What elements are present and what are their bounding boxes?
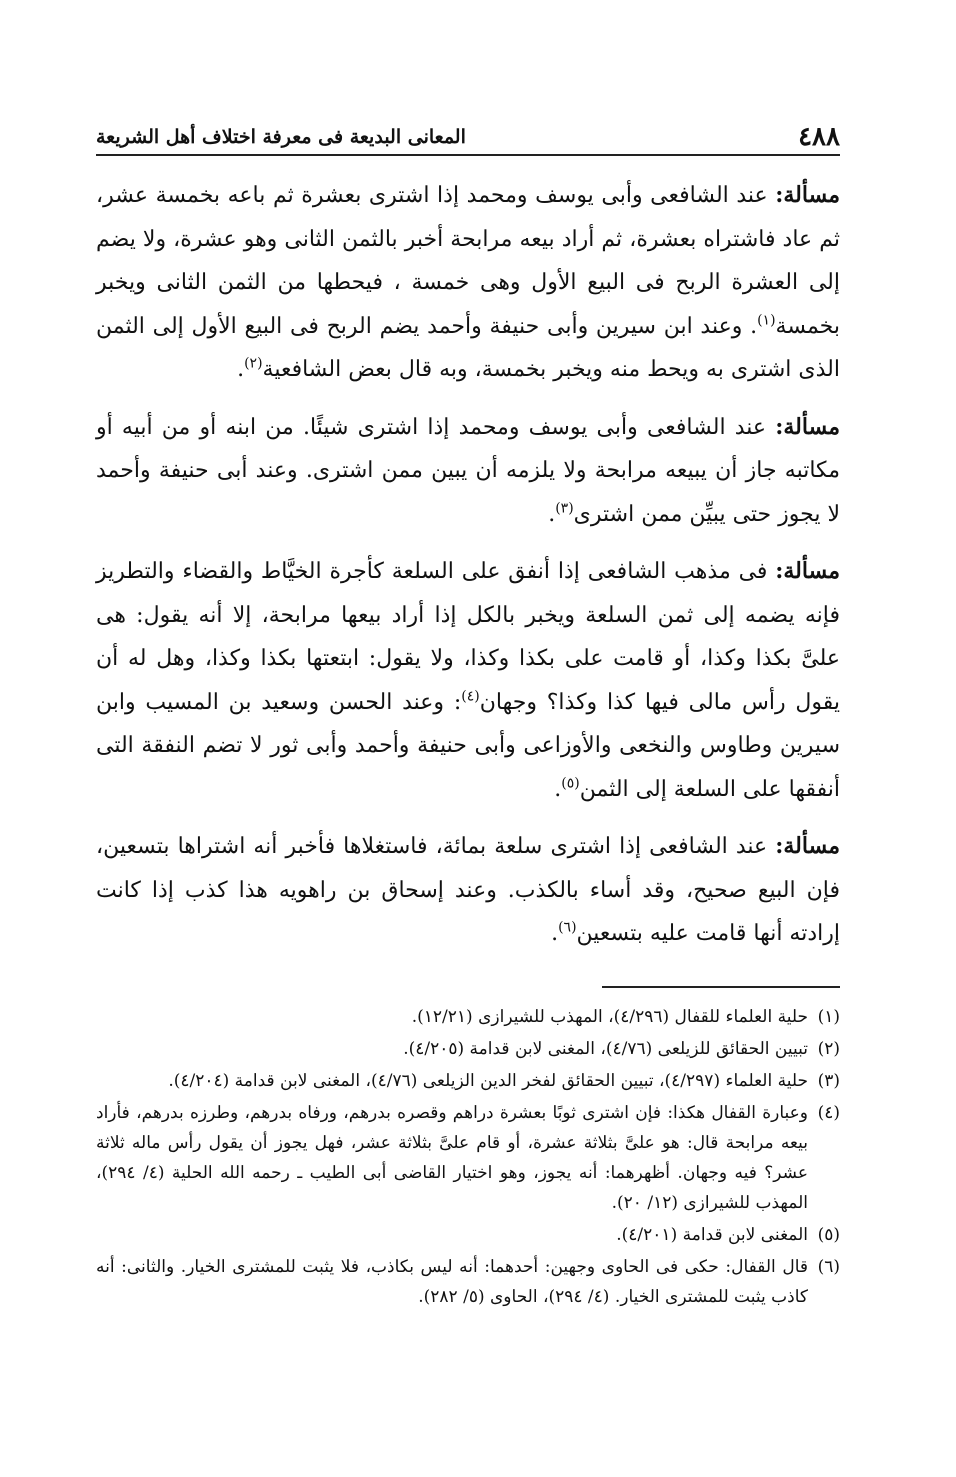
footnote-number: (٢) [817,1038,840,1059]
footnote-ref: (١) [757,312,776,329]
issue-term: مسألة: [775,413,840,440]
footnote-text: المغنى لابن قدامة (٤/٢٠١). [616,1224,808,1245]
footnote [96,1066,840,1096]
issue-term: مسألة: [775,182,840,208]
footnote-text: حلية العلماء للقفال (٤/٢٩٦)، المهذب للشيرازى (١٢/٢١). [411,1006,808,1027]
footnote-ref: (٢) [244,355,263,372]
paragraph-text: . [237,357,245,382]
paragraph [96,825,840,956]
page-header [96,112,840,156]
paragraph [96,174,840,392]
paragraph-text: فى مذهب الشافعى إذا أنفق على السلعة كأجرة الخيَّاط والقضاء والتطريز فإنه يضمه إلى ثمن السلعة ويخبر بالكل إذا أراد بيعها مرابحة، إلا أنه يقول: هى علىَّ بكذا وكذا، أو قامت على بكذا وكذا، ولا يقول: ابتعتها بكذا وكذا، وهل له أن يقول رأس مالى فيها كذا وكذا؟ وجهان [96,559,840,715]
footnote [96,1220,840,1250]
paragraph [96,550,840,811]
paragraph [96,406,840,537]
footnote-ref: (٥) [561,775,580,792]
paragraph-text: . [551,921,559,946]
footnote-text: تبيين الحقائق للزيلعى (٤/٧٦)، المغنى لابن قدامة (٤/٢٠٥). [403,1038,808,1059]
footnote-number: (٦) [817,1256,840,1277]
paragraph-text: عند الشافعى وأبى يوسف ومحمد إذا اشترى بعشرة ثم باعه بخمسة عشر، ثم عاد فاشتراه بعشرة، ثم أراد بيعه مرابحة أخبر بالثمن الثانى وهو عشرة، ولا يضم إلى العشرة الربح فى البيع الأول وهى خمسة ، فيحطها من الثمن الثانى ويخبر بخمسة [96,183,840,339]
issue-term: مسألة: [775,558,840,584]
footnote-number: (٣) [817,1070,840,1091]
book-page [96,112,840,1442]
footnote-text: وعبارة القفال هكذا: فإن اشترى ثوبًا بعشرة دراهم وقصره بدرهم، ورفاه بدرهم، وطرزه بدرهم، فأراد بيعه مرابحة قال: هو علىَّ بثلاثة عشرة، أو قام علىَّ بثلاثة عشر، فهل يجوز أن يقول رأس ماله ثلاثة عشر؟ فيه وجهان. أظهرهما: أنه يجوز، وهو اختيار القاضى أبى الطيب ـ رحمه الله الحلية (٤/ ٢٩٤)، المهذب للشيرازى (١٢/ ٢٠). [96,1102,808,1213]
footnote-ref: (٦) [558,919,577,936]
running-title: المعانى البديعة فى معرفة اختلاف أهل الشريعة [96,126,466,148]
paragraph-text: . وعند ابن سيرين وأبى حنيفة وأحمد يضم الربح فى البيع الأول إلى الثمن الذى اشترى به ويحط منه ويخبر بخمسة، وبه قال بعض الشافعية [96,313,840,382]
paragraph-text: . [548,501,556,527]
footnote-text: حلية العلماء (٤/٢٩٧)، تبيين الحقائق لفخر الدين الزيلعى (٤/٧٦)، المغنى لابن قدامة (٤/٢٠٤). [168,1070,808,1091]
header-rule [96,154,840,156]
paragraph-text: عند الشافعى إذا اشترى سلعة بمائة، فاستغلاها فأخبر أنه اشتراها بتسعين، فإن البيع صحيح، وقد أساء بالكذب. وعند إسحاق بن راهويه هذا كذب إذا كانت إرادته أنها قامت عليه بتسعين [96,834,840,946]
footnote [96,1252,840,1312]
paragraph-text: عند الشافعى وأبى يوسف ومحمد إذا اشترى شيئًا. من ابنه أو من أبيه أو مكاتبه جاز أن يبيعه مرابحة ولا يلزمه أن يبين ممن اشترى. وعند أبى حنيفة وأحمد لا يجوز حتى يبيِّن ممن اشترى [96,414,840,527]
footnote-separator [602,986,840,988]
page-number: ٤٨٨ [798,122,840,152]
footnotes [96,1002,840,1312]
paragraph-text: : وعند الحسن وسعيد بن المسيب وابن سيرين وطاوس والنخعى والأوزاعى وأبى حنيفة وأحمد وأبى ثور لا تضم النفقة التى أنفقها على السلعة إلى الثمن [96,689,840,802]
footnote [96,1034,840,1064]
paragraph-text: . [554,776,562,802]
footnote-number: (١) [817,1006,840,1027]
footnote-ref: (٣) [555,500,574,517]
footnote-number: (٤) [817,1102,840,1123]
issue-term: مسألة: [775,833,840,859]
footnote-ref: (٤) [461,688,480,705]
footnote [96,1002,840,1032]
main-text [96,174,840,956]
footnote-number: (٥) [817,1224,840,1245]
footnote [96,1098,840,1218]
footnote-text: قال القفال: حكى فى الحاوى وجهين: أحدهما: أنه ليس بكاذب، فلا يثبت للمشترى الخيار. والثانى: أنه كاذب يثبت للمشترى الخيار. (٤/ ٢٩٤)، الحاوى (٥/ ٢٨٢). [96,1256,808,1307]
